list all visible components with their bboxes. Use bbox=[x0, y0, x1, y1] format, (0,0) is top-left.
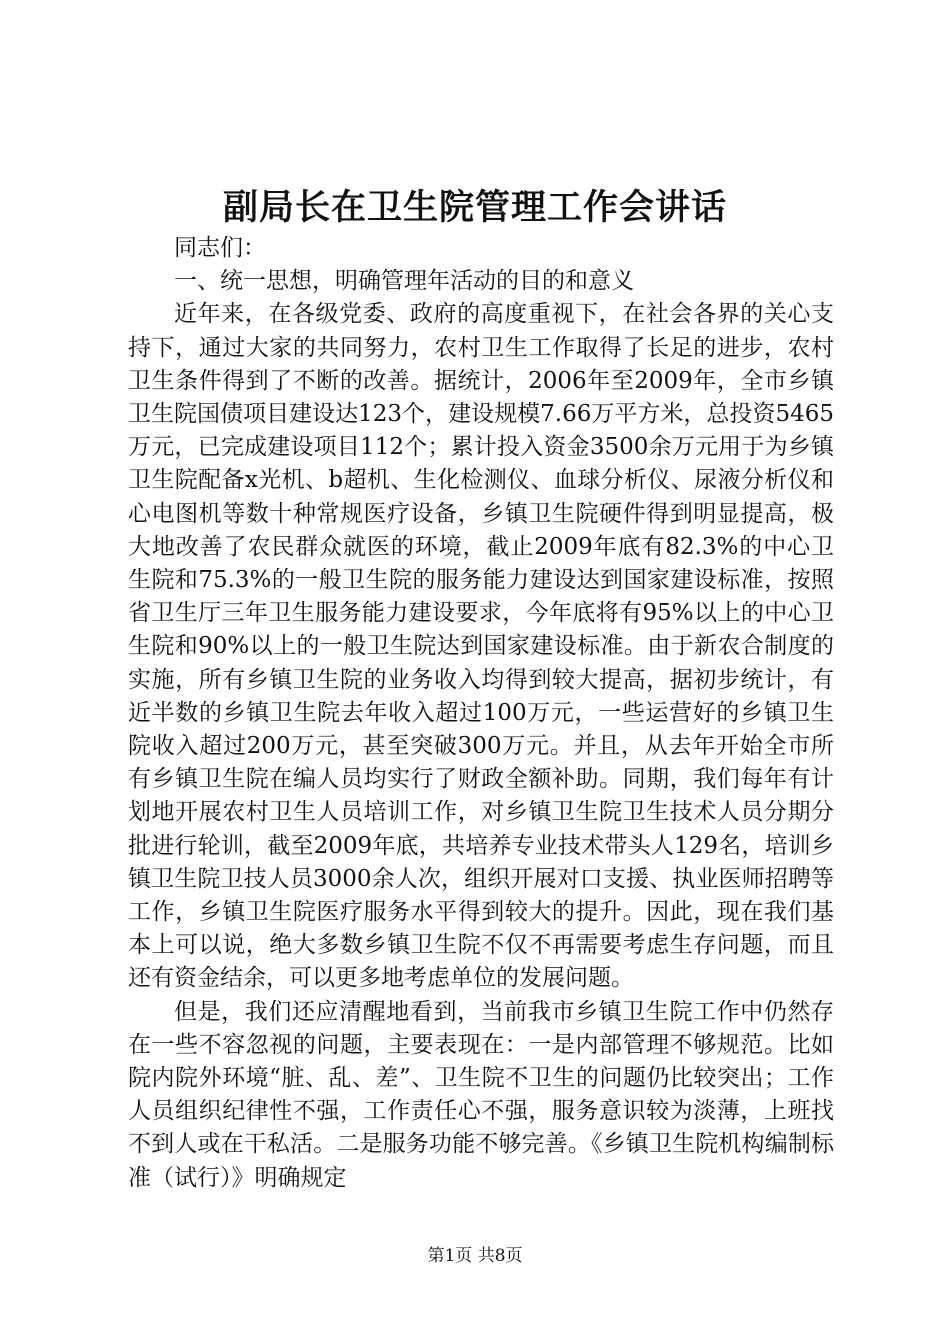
section-heading: 一、统一思想，明确管理年活动的目的和意义 bbox=[174, 268, 634, 295]
document-body bbox=[128, 232, 834, 1195]
document-title: 副局长在卫生院管理工作会讲话 bbox=[222, 187, 727, 228]
body-paragraph: 但是，我们还应清醒地看到，当前我市乡镇卫生院工作中仍然存在一些不容忽视的问题，主要表现在：一是内部管理不够规范。比如院内院外环境“脏、乱、差”、卫生院不卫生的问题仍比较突出；工作人员组织纪律性不强，工作责任心不强，服务意识较为淡薄，上班找不到人或在干私活。二是服务功能不够完善。《乡镇卫生院机构编制标准（试行）》明确规定 bbox=[128, 998, 834, 1191]
body-paragraph: 近年来，在各级党委、政府的高度重视下，在社会各界的关心支持下，通过大家的共同努力，农村卫生工作取得了长足的进步，农村卫生条件得到了不断的改善。据统计，2006年至2009年，全市乡镇卫生院国债项目建设达123个，建设规模7.66万平方米，总投资5465万元，已完成建设项目112个；累计投入资金3500余万元用于为乡镇卫生院配备x光机、b超机、生化检测仪、血球分析仪、尿液分析仪和心电图机等数十种常规医疗设备，乡镇卫生院硬件得到明显提高，极大地改善了农民群众就医的环境，截止2009年底有82.3%的中心卫生院和75.3%的一般卫生院的服务能力建设达到国家建设标准，按照省卫生厅三年卫生服务能力建设要求，今年底将有95%以上的中心卫生院和90%以上的一般卫生院达到国家建设标准。由于新农合制度的实施，所有乡镇卫生院的业务收入均得到较大提高，据初步统计，有近半数的乡镇卫生院去年收入超过100万元，一些运营好的乡镇卫生院收入超过200万元，甚至突破300万元。并且，从去年开始全市所有乡镇卫生院在编人员均实行了财政全额补助。同期，我们每年有计划地开展农村卫生人员培训工作，对乡镇卫生院卫生技术人员分期分批进行轮训，截至2009年底，共培养专业技术带头人129名，培训乡镇卫生院卫技人员3000余人次，组织开展对口支援、执业医师招聘等工作，乡镇卫生院医疗服务水平得到较大的提升。因此，现在我们基本上可以说，绝大多数乡镇卫生院不仅不再需要考虑生存问题，而且还有资金结余，可以更多地考虑单位的发展问题。 bbox=[128, 301, 834, 992]
salutation-paragraph: 同志们： bbox=[174, 235, 266, 261]
page-footer: 第1页 共8页 bbox=[427, 1246, 523, 1266]
